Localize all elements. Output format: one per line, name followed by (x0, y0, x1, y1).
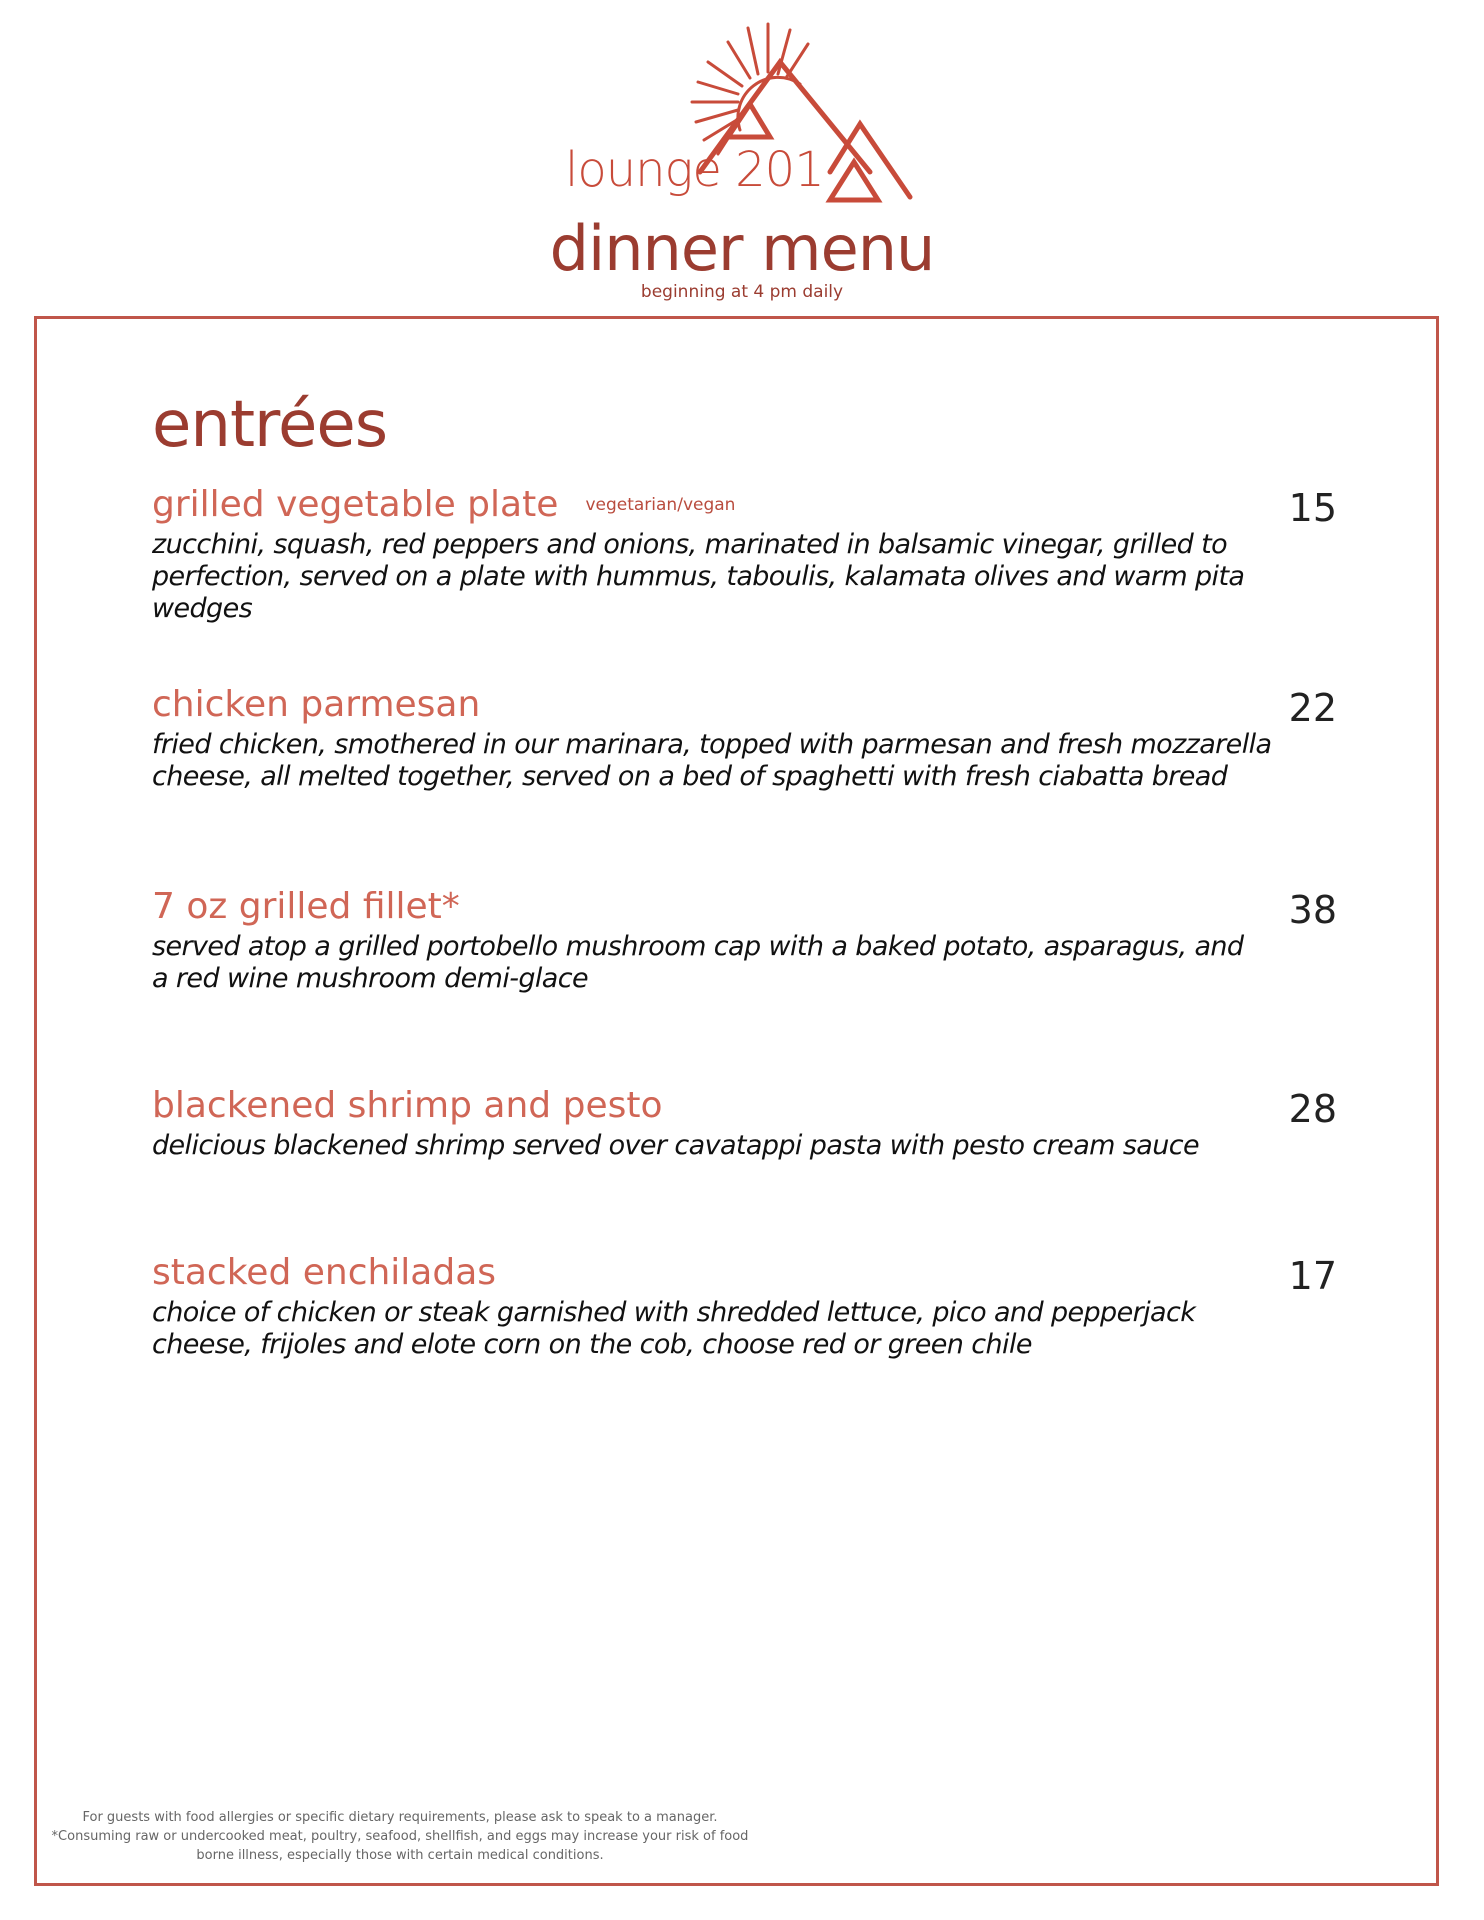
item-description (152, 1297, 1337, 1361)
menu-subtitle: beginning at 4 pm daily (640, 282, 844, 302)
item-description (152, 729, 1337, 793)
menu-item (152, 1252, 1337, 1361)
menu-header (0, 0, 1484, 310)
item-price: 22 (1288, 686, 1337, 730)
item-description-line: cheese, all melted together, served on a bed of spaghetti with fresh ciabatta bread (152, 761, 1228, 792)
item-price: 28 (1288, 1087, 1337, 1131)
menu-title: dinner menu (549, 212, 935, 285)
item-price: 17 (1288, 1254, 1337, 1298)
item-name: chicken parmesan (152, 684, 481, 725)
brand-name: lounge 201 (565, 142, 824, 198)
dietary-tag: vegetarian/vegan (585, 495, 736, 515)
menu-item (152, 886, 1337, 995)
item-description-line: choice of chicken or steak garnished with shredded lettuce, pico and pepperjack (152, 1297, 1196, 1328)
menu-item (152, 1085, 1337, 1162)
item-description-line: delicious blackened shrimp served over cavatappi pasta with pesto cream sauce (152, 1130, 1199, 1161)
item-description-line: served atop a grilled portobello mushroom cap with a baked potato, asparagus, and (152, 931, 1244, 962)
menu-item (152, 484, 1337, 625)
item-description-line: fried chicken, smothered in our marinara, topped with parmesan and fresh mozzarella (152, 729, 1272, 760)
item-description-line: cheese, frijoles and elote corn on the cob, choose red or green chile (152, 1329, 1032, 1360)
allergy-footnote (40, 1808, 760, 1865)
item-price: 38 (1288, 888, 1337, 932)
item-price: 15 (1288, 486, 1337, 530)
item-description (152, 1130, 1337, 1162)
item-name: 7 oz grilled fillet* (152, 886, 460, 927)
item-description (152, 529, 1337, 625)
item-name: grilled vegetable plate (152, 484, 559, 525)
footnote-line: borne illness, especially those with certain medical conditions. (196, 1848, 604, 1863)
item-description-line: zucchini, squash, red peppers and onions, marinated in balsamic vinegar, grilled to (152, 529, 1228, 560)
item-name: blackened shrimp and pesto (152, 1085, 663, 1126)
item-description (152, 931, 1337, 995)
menu-item (152, 684, 1337, 793)
item-name: stacked enchiladas (152, 1252, 497, 1293)
footnote-line: *Consuming raw or undercooked meat, poultry, seafood, shellfish, and eggs may increase your risk of food (51, 1829, 749, 1844)
item-description-line: a red wine mushroom demi-glace (152, 963, 589, 994)
footnote-line: For guests with food allergies or specific dietary requirements, please ask to speak to a manager. (82, 1810, 718, 1825)
section-title: entrées (152, 388, 388, 462)
item-description-line: perfection, served on a plate with hummus, taboulis, kalamata olives and warm pita wedges (152, 561, 1245, 624)
